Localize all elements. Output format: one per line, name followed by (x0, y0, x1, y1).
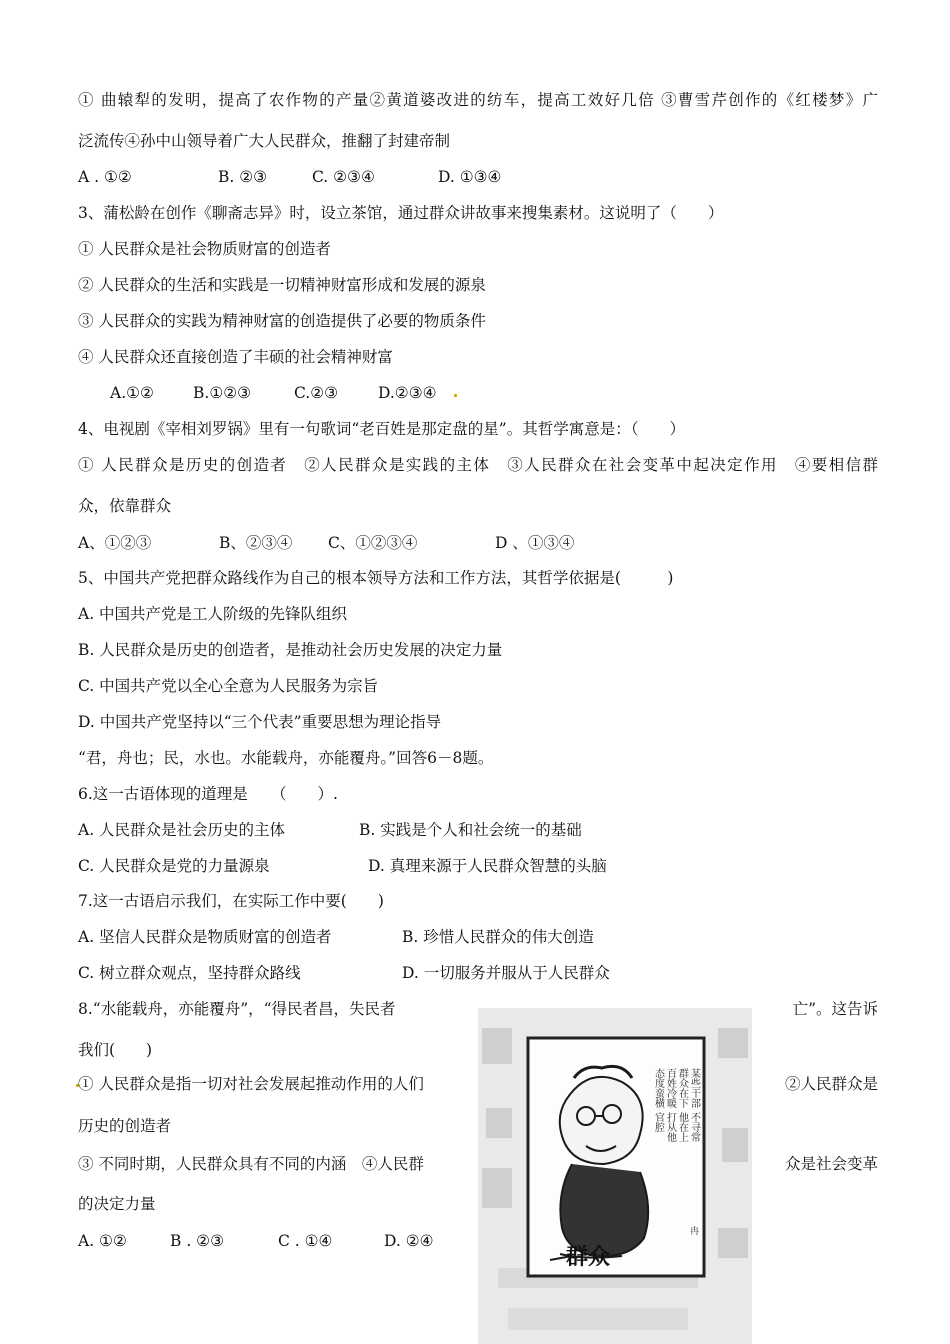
text-line: ① 人民群众是历史的创造者 ②人民群众是实践的主体 ③人民群众在社会变革中起决定作用 ④要相信群 (78, 456, 878, 474)
option: C. 人民群众是党的力量源泉 (78, 857, 270, 875)
svg-text:某些干部: 某些干部 (688, 1068, 700, 1108)
cartoon-image (478, 1008, 752, 1344)
text-line: ②人民群众是 (784, 1075, 878, 1093)
option: D. ②④ (384, 1232, 434, 1250)
stray-dot (454, 394, 457, 397)
options-row (78, 963, 878, 983)
cartoon-signature: 冉 (690, 1227, 700, 1237)
question-8-tail: 亡”。这告诉 (792, 1000, 878, 1018)
svg-text:他在上: 他在上 (676, 1112, 688, 1142)
option: B.①②③ (193, 384, 252, 402)
text-line: 历史的创造者 (78, 1117, 172, 1135)
text-line: 泛流传④孙中山领导着广大人民群众，推翻了封建帝制 (78, 132, 451, 150)
text-line: A. 中国共产党是工人阶级的先锋队组织 (78, 605, 348, 623)
options-row (78, 927, 878, 947)
option: B. 珍惜人民群众的伟大创造 (402, 928, 594, 946)
text-line: ② 人民群众的生活和实践是一切精神财富形成和发展的源泉 (78, 276, 486, 294)
option: B . ②③ (170, 1232, 224, 1250)
text-line: 我们( ) (78, 1041, 153, 1059)
svg-text:态度蛮横: 态度蛮横 (652, 1068, 664, 1108)
option: C. 树立群众观点，坚持群众路线 (78, 964, 301, 982)
question-8: 8.“水能载舟，亦能覆舟”，“得民者昌，失民者 (78, 1000, 396, 1018)
text-line: C. 中国共产党以全心全意为人民服务为宗旨 (78, 677, 379, 695)
option: B、②③④ (219, 534, 293, 552)
question-3: 3、蒲松龄在创作《聊斋志异》时，设立茶馆，通过群众讲故事来搜集素材。这说明了（ ） (78, 204, 724, 222)
text-line: 的决定力量 (78, 1195, 156, 1213)
option: A. ①② (78, 1232, 127, 1250)
text-line: ① 曲辕犁的发明，提高了农作物的产量②黄道婆改进的纺车，提高工效好几倍 ③曹雪芹创作的《红楼梦》广 (78, 91, 878, 109)
text-line: D. 中国共产党坚持以“三个代表”重要思想为理论指导 (78, 713, 442, 731)
option: A . ①② (78, 168, 132, 186)
cartoon-caption (653, 1067, 701, 1143)
option: D. ①③④ (438, 168, 502, 186)
text-line: 众，依靠群众 (78, 497, 172, 515)
option: D. 真理来源于人民群众智慧的头脑 (368, 857, 607, 875)
options-row (78, 533, 878, 553)
option: D. 一切服务并服从于人民群众 (402, 964, 610, 982)
option: A. 人民群众是社会历史的主体 (78, 821, 286, 839)
text-line: “君，舟也；民，水也。水能载舟，亦能覆舟。”回答6－8题。 (78, 749, 494, 767)
question-4: 4、电视剧《宰相刘罗锅》里有一句歌词“老百姓是那定盘的星”。其哲学寓意是：（ ） (78, 420, 685, 438)
option: C、①②③④ (328, 534, 418, 552)
option: A、①②③ (78, 534, 152, 552)
options-row (78, 820, 878, 840)
options-row (78, 856, 878, 876)
cartoon-label: 群众 (566, 1245, 611, 1270)
text-line: ① 人民群众是社会物质财富的创造者 (78, 240, 331, 258)
options-row (110, 383, 878, 403)
text-line: B. 人民群众是历史的创造者，是推动社会历史发展的决定力量 (78, 641, 503, 659)
svg-text:官腔: 官腔 (652, 1112, 664, 1132)
cartoon-drawing (478, 1008, 752, 1344)
question-5: 5、中国共产党把群众路线作为自己的根本领导方法和工作方法，其哲学依据是( ) (78, 569, 674, 587)
svg-text:百姓冷暖: 百姓冷暖 (664, 1068, 676, 1108)
text-line: ③ 不同时期，人民群众具有不同的内涵 ④人民群 (78, 1155, 424, 1173)
option: A.①② (110, 384, 154, 402)
option: D 、①③④ (495, 534, 575, 552)
option: D.②③④ (378, 384, 437, 402)
option: B. 实践是个人和社会统一的基础 (359, 821, 582, 839)
text-line: ① 人民群众是指一切对社会发展起推动作用的人们 (78, 1075, 424, 1093)
svg-text:不寻常: 不寻常 (688, 1112, 700, 1142)
svg-text:群众在下: 群众在下 (676, 1068, 688, 1108)
option: C. ②③④ (312, 168, 375, 186)
text-line: 众是社会变革 (784, 1155, 878, 1173)
option: C.②③ (294, 384, 339, 402)
option: A. 坚信人民群众是物质财富的创造者 (78, 928, 332, 946)
svg-text:打从他: 打从他 (664, 1112, 676, 1142)
question-6: 6.这一古语体现的道理是 （ ）. (78, 785, 338, 803)
option: C . ①④ (278, 1232, 333, 1250)
question-7: 7.这一古语启示我们，在实际工作中要( ) (78, 892, 384, 910)
text-line: ④ 人民群众还直接创造了丰硕的社会精神财富 (78, 348, 393, 366)
option: B. ②③ (218, 168, 268, 186)
options-row (78, 167, 878, 187)
text-line: ③ 人民群众的实践为精神财富的创造提供了必要的物质条件 (78, 312, 486, 330)
